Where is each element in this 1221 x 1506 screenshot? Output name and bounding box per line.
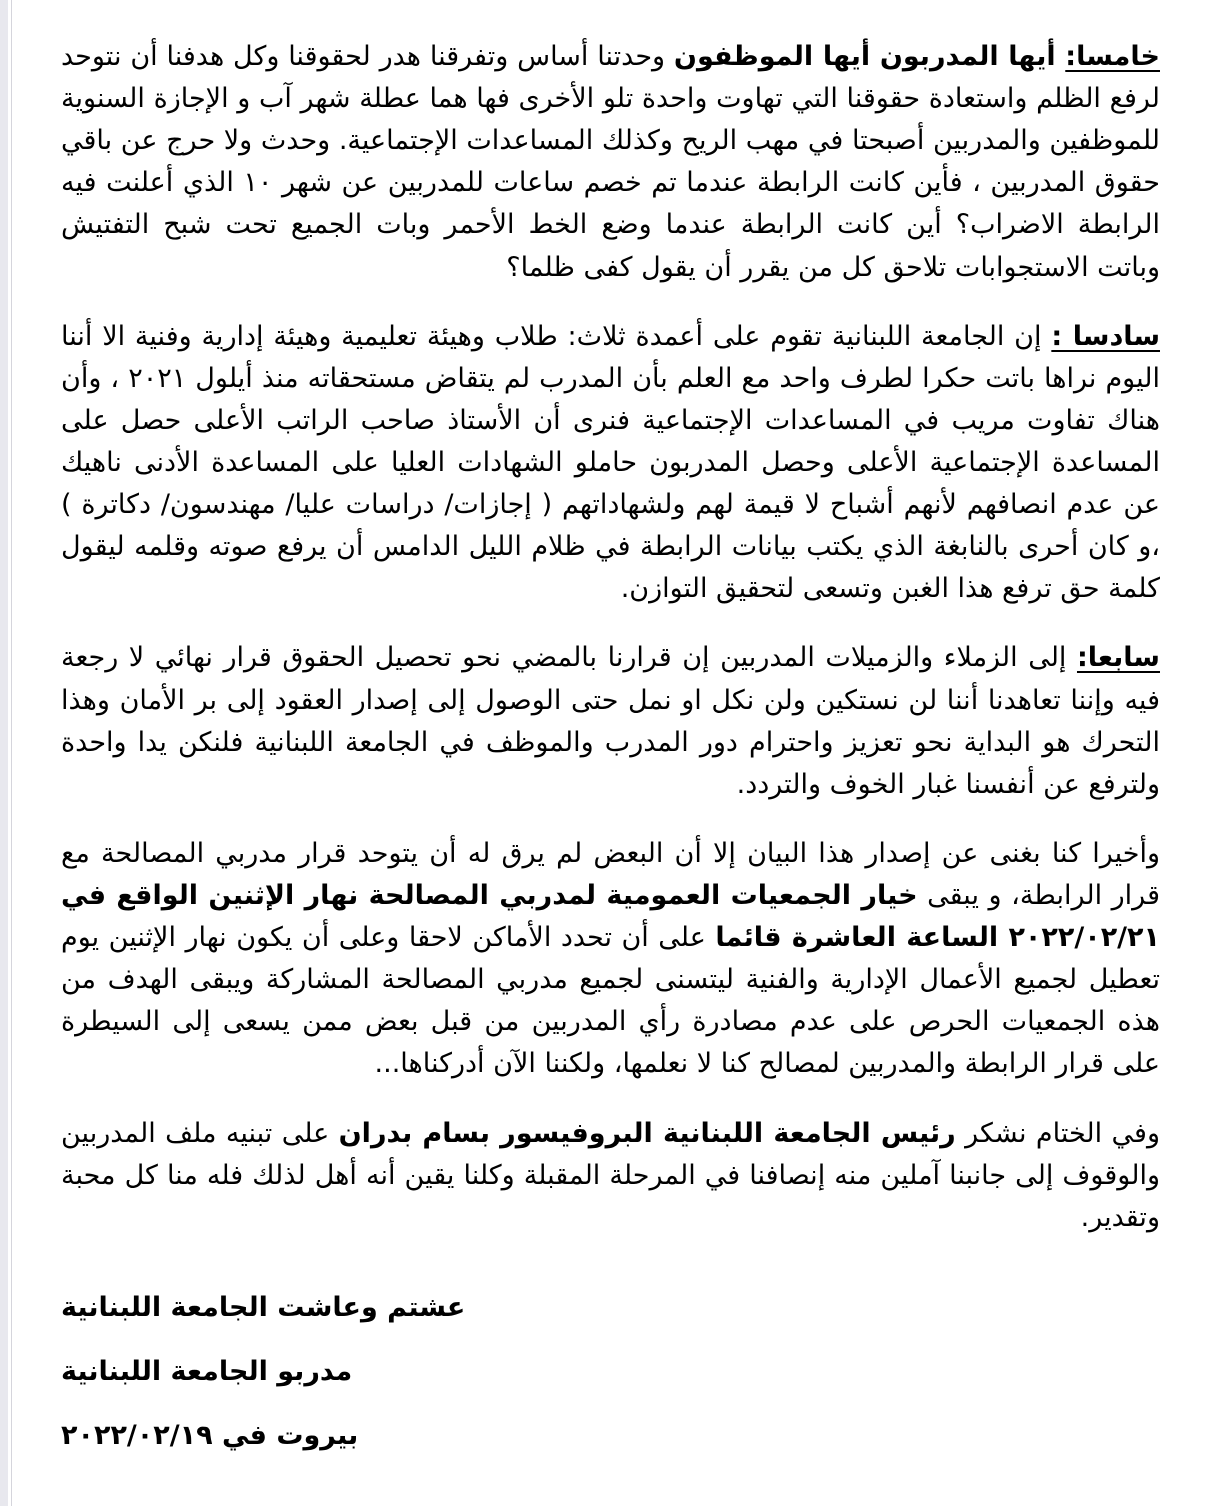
signature-line-trainers — [61, 1351, 1160, 1393]
left-page-edge-border — [11, 0, 12, 1506]
paragraph-closing-assemblies — [61, 833, 1160, 1086]
text-segment: وفي الختام نشكر — [955, 1117, 1160, 1149]
section-label: سادسا : — [1051, 320, 1160, 352]
text-segment: إلى الزملاء والزميلات المدربين إن قرارنا بالمضي نحو تحصيل الحقوق قرار نهائي لا رجعة فيه وإننا تعاهدنا أننا لن نستكين ولن نكل او نمل حتى الوصول إلى إصدار العقود إلى بر الأمان وهذا التحرك هو البداية نحو تعزيز واحترام دور المدرب والموظف في الجامعة اللبنانية فلنكن يدا واحدة ولترفع عن أنفسنا غبار الخوف والتردد. — [61, 642, 1160, 800]
paragraph-thanks-president — [61, 1113, 1160, 1239]
paragraph-sixthly — [61, 316, 1160, 611]
signature-line-date — [61, 1415, 1160, 1457]
left-page-edge-gutter — [0, 0, 8, 1506]
text-segment: وحدتنا أساس وتفرقنا هدر لحقوقنا وكل هدفنا أن نتوحد لرفع الظلم واستعادة حقوقنا التي تهاوت واحدة تلو الأخرى فها هما عطلة شهر آب و الإجازة السنوية للموظفين والمدربين أصبحتا في مهب الريح وكذلك المساعدات الإجتماعية. وحدث ولا حرج عن باقي حقوق المدربين ، فأين كانت الرابطة عندما تم خصم ساعات للمدربين عن شهر ١٠ الذي أعلنت فيه الرابطة الاضراب؟ أين كانت الرابطة عندما وضع الخط الأحمر وبات الجميع تحت شبح التفتيش وباتت الاستجوابات تلاحق كل من يقرر أن يقول كفى ظلما؟ — [61, 41, 1160, 283]
text-segment: على تبنيه ملف المدربين والوقوف إلى جانبنا آملين منه إنصافنا في المرحلة المقبلة وكلنا يقين أنه أهل لذلك فله منا كل محبة وتقدير. — [61, 1117, 1160, 1233]
text-segment: بيروت في ٢٠٢٢/٠٢/١٩ — [61, 1420, 359, 1452]
text-segment: إن الجامعة اللبنانية تقوم على أعمدة ثلاث: طلاب وهيئة تعليمية وهيئة إدارية وفنية الا أننا اليوم نراها باتت حكرا لطرف واحد مع العلم بأن المدرب لم يتقاض مستحقاته منذ أيلول ٢٠٢١ ، وأن هناك تفاوت مريب في المساعدات الإجتماعية فنرى أن الأستاذ صاحب الراتب الأعلى حصل على المساعدة الإجتماعية الأعلى وحصل المدربون حاملو الشهادات العليا على المساعدة الأدنى ناهيك عن عدم انصافهم لأنهم أشباح لا قيمة لهم ولشهاداتهم ( إجازات/ دراسات عليا/ مهندسون/ دكاترة ) ،و كان أحرى بالنابغة الذي يكتب بيانات الرابطة في ظلام الليل الدامس أن يرفع صوته وقلمه ليقول كلمة حق ترفع هذا الغبن وتسعى لتحقيق التوازن. — [61, 320, 1160, 605]
paragraph-seventhly — [61, 637, 1160, 805]
text-segment: خيار الجمعيات العمومية لمدربي المصالحة نهار الإثنين الواقع في ٢٠٢٢/٠٢/٢١ الساعة العاشرة قائما — [61, 879, 1160, 954]
section-label: خامسا: — [1065, 41, 1160, 72]
text-segment: وأخيرا كنا بغنى عن إصدار هذا البيان إلا أن البعض لم يرق له أن يتوحد قرار مدربي المصالحة مع قرار الرابطة، و يبقى — [61, 837, 1160, 911]
text-segment: أيها المدربون أيها الموظفون — [673, 41, 1066, 72]
document-body — [61, 36, 1160, 1457]
text-segment: مدربو الجامعة اللبنانية — [61, 1355, 353, 1387]
signature-line-long-live-university — [61, 1287, 1160, 1329]
section-label: سابعا: — [1076, 642, 1160, 674]
text-segment: على أن تحدد الأماكن لاحقا وعلى أن يكون نهار الإثنين يوم تعطيل لجميع الأعمال الإدارية والفنية ليتسنى لجميع مدربي المصالحة المشاركة ويبقى الهدف من هذه الجمعيات الحرص على عدم مصادرة رأي المدربين من قبل بعض ممن يسعى إلى السيطرة على قرار الرابطة والمدربين لمصالح كنا لا نعلمها، ولكننا الآن أدركناها... — [61, 922, 1160, 1080]
text-segment: عشتم وعاشت الجامعة اللبنانية — [61, 1291, 466, 1323]
text-segment: رئيس الجامعة اللبنانية البروفيسور بسام بدران — [338, 1117, 956, 1149]
document-page — [61, 36, 1160, 1479]
paragraph-fifthly — [61, 36, 1160, 289]
